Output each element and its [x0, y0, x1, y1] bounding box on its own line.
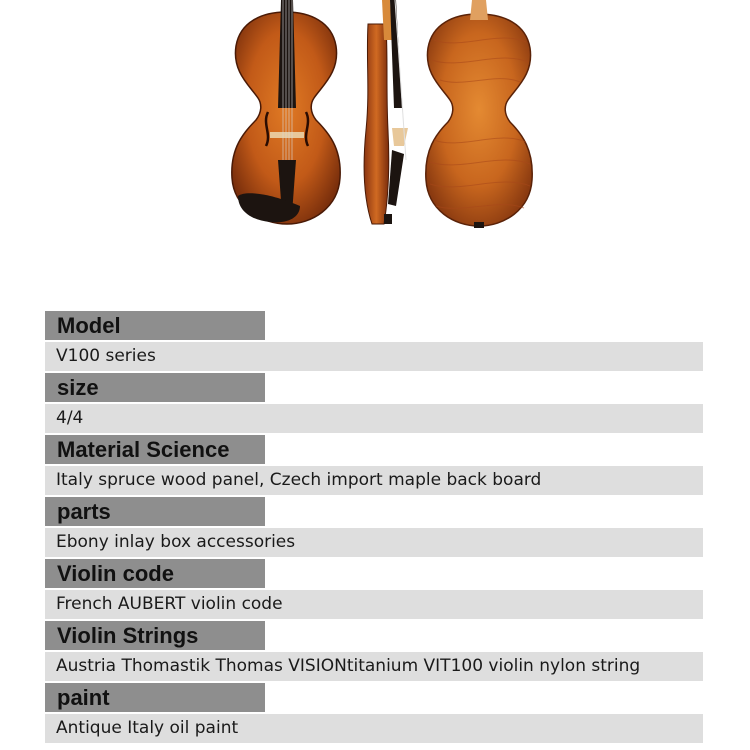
spec-label-model: Model — [45, 311, 265, 340]
spec-value-paint: Antique Italy oil paint — [45, 714, 703, 743]
spec-label-violin-strings: Violin Strings — [45, 621, 265, 650]
violin-front-icon — [232, 0, 340, 224]
product-images — [0, 0, 750, 235]
violin-side-icon — [364, 0, 408, 224]
spec-label-paint: paint — [45, 683, 265, 712]
spec-label-material: Material Science — [45, 435, 265, 464]
spec-value-parts: Ebony inlay box accessories — [45, 528, 703, 557]
spec-label-parts: parts — [45, 497, 265, 526]
spec-value-violin-strings: Austria Thomastik Thomas VISIONtitanium VIT100 violin nylon string — [45, 652, 703, 681]
spec-value-model: V100 series — [45, 342, 703, 371]
spec-label-size: size — [45, 373, 265, 402]
spec-label-violin-code: Violin code — [45, 559, 265, 588]
spec-value-violin-code: French AUBERT violin code — [45, 590, 703, 619]
violin-back-icon — [426, 0, 532, 228]
spec-value-size: 4/4 — [45, 404, 703, 433]
spec-value-material: Italy spruce wood panel, Czech import maple back board — [45, 466, 703, 495]
